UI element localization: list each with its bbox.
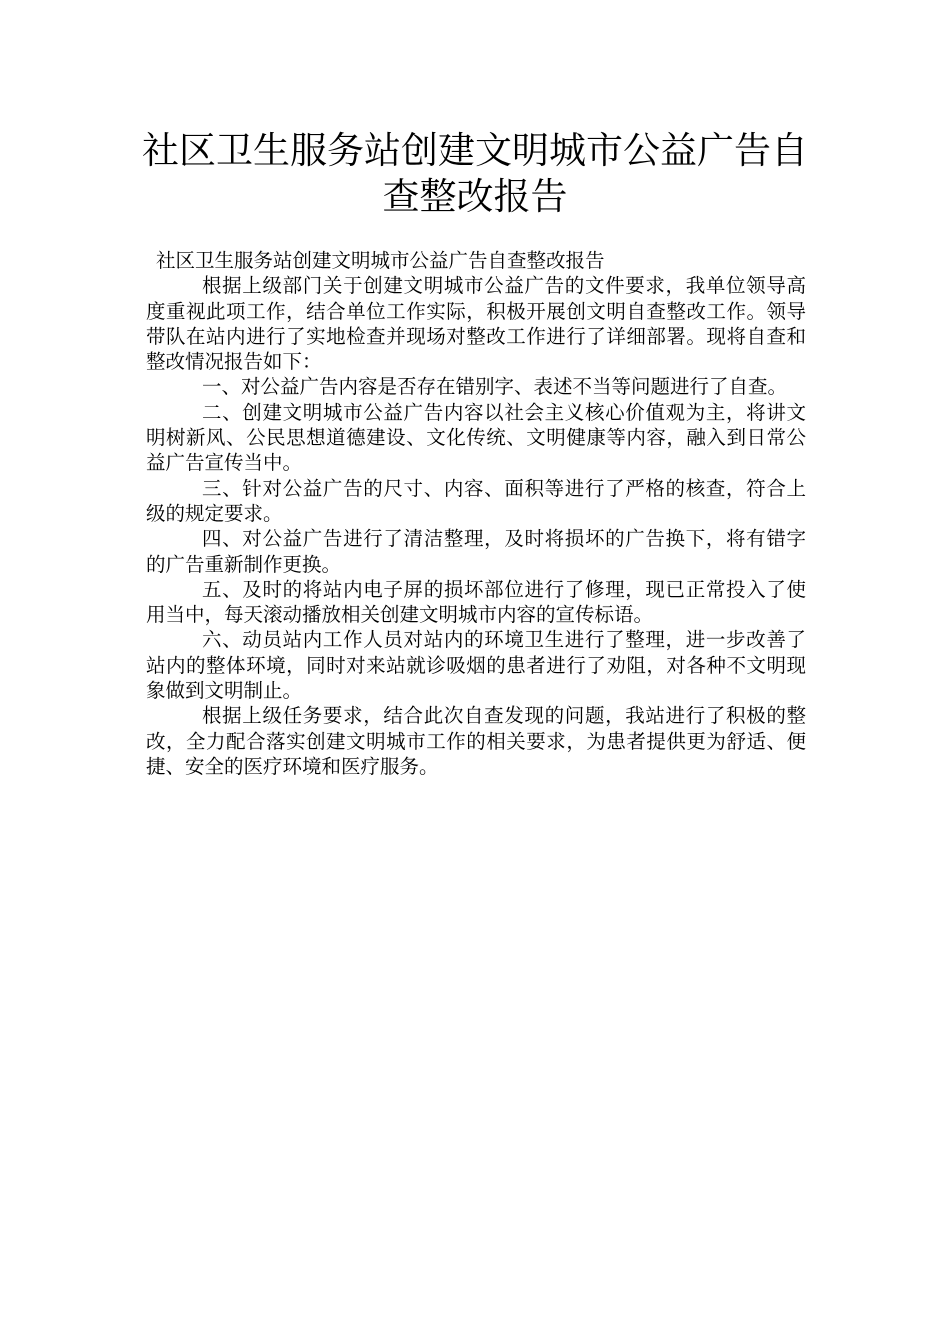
- paragraph-conclusion: 根据上级任务要求，结合此次自查发现的问题，我站进行了积极的整改，全力配合落实创建文明城市工作的相关要求，为患者提供更为舒适、便捷、安全的医疗环境和医疗服务。: [146, 704, 806, 778]
- document-title: [120, 128, 830, 220]
- paragraph-item-1: 一、对公益广告内容是否存在错别字、表述不当等问题进行了自查。: [202, 375, 788, 399]
- paragraph-item-6: 六、动员站内工作人员对站内的环境卫生进行了整理，进一步改善了站内的整体环境，同时对来站就诊吸烟的患者进行了劝阻，对各种不文明现象做到文明制止。: [146, 628, 806, 703]
- paragraph-item-4: 四、对公益广告进行了清洁整理，及时将损坏的广告换下，将有错字的广告重新制作更换。: [146, 527, 806, 576]
- title-line-1: 社区卫生服务站创建文明城市公益广告自: [142, 129, 808, 172]
- paragraph-item-2: 二、创建文明城市公益广告内容以社会主义核心价值观为主，将讲文明树新风、公民思想道德建设、文化传统、文明健康等内容，融入到日常公益广告宣传当中。: [146, 400, 806, 475]
- paragraph-intro: 根据上级部门关于创建文明城市公益广告的文件要求，我单位领导高度重视此项工作，结合单位工作实际，积极开展创文明自查整改工作。领导带队在站内进行了实地检查并现场对整改工作进行了详细部署。现将自查和整改情况报告如下：: [146, 274, 806, 374]
- paragraph-item-3: 三、针对公益广告的尺寸、内容、面积等进行了严格的核查，符合上级的规定要求。: [146, 476, 806, 525]
- document-subtitle: 社区卫生服务站创建文明城市公益广告自查整改报告: [156, 249, 605, 272]
- document-body: [146, 248, 806, 779]
- title-line-2: 查整改报告: [382, 175, 568, 218]
- paragraph-item-5: 五、及时的将站内电子屏的损坏部位进行了修理，现已正常投入了使用当中，每天滚动播放相关创建文明城市内容的宣传标语。: [146, 577, 806, 627]
